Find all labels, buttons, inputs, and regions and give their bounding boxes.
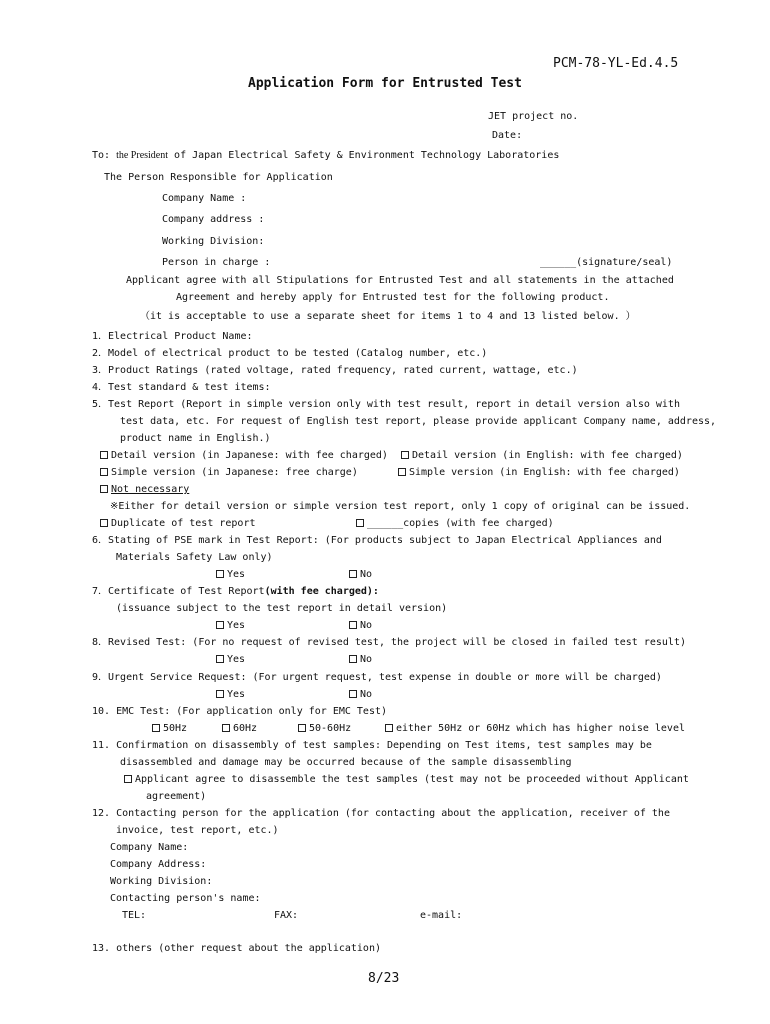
no-label: No <box>360 689 373 700</box>
item-12-line-2: invoice, test report, etc.) <box>116 825 279 836</box>
item-5-test-report: 5．Test Report (Report in simple version only with test result, report in detail version also with <box>92 399 680 410</box>
no-label: No <box>360 620 373 631</box>
item-8-no[interactable] <box>349 654 372 666</box>
agreement-line-2: Agreement and hereby apply for Entrusted test for the following product. <box>176 292 610 303</box>
date-label: Date: <box>492 130 523 141</box>
item-13-others: 13. others (other request about the application) <box>92 943 381 954</box>
contact-working-division: Working Division: <box>110 876 213 887</box>
contact-fax: FAX: <box>274 910 299 921</box>
option-label: Detail version (in Japanese: with fee charged) <box>111 450 388 461</box>
checkbox-icon[interactable] <box>100 451 108 459</box>
emc-either[interactable] <box>385 723 685 735</box>
checkbox-icon[interactable] <box>349 621 357 629</box>
page-title: Application Form for Entrusted Test <box>248 76 522 91</box>
yes-label: Yes <box>227 620 246 631</box>
contact-tel: TEL: <box>122 910 147 921</box>
checkbox-icon[interactable] <box>349 690 357 698</box>
page-number: 8/23 <box>368 971 400 986</box>
checkbox-icon[interactable] <box>100 485 108 493</box>
item-8-yes[interactable] <box>216 654 245 666</box>
agreement-line-1: Applicant agree with all Stipulations for Entrusted Test and all statements in the attached <box>126 275 674 286</box>
jet-project-label: JET project no. <box>488 111 579 122</box>
item-6-no[interactable] <box>349 569 372 581</box>
applicant-company-name: Company Name : <box>162 193 247 204</box>
item-8-revised-test: 8．Revised Test: (For no request of revised test, the project will be closed in failed test result) <box>92 637 686 648</box>
checkbox-icon[interactable] <box>349 655 357 663</box>
checkbox-icon[interactable] <box>100 468 108 476</box>
item-7-fee: (with fee charged): <box>264 586 379 597</box>
signature-field[interactable]: ______(signature/seal) <box>540 257 673 268</box>
checkbox-icon[interactable] <box>398 468 406 476</box>
item-1-product-name: 1．Electrical Product Name: <box>92 331 253 342</box>
option-label: 50Hz <box>163 723 188 734</box>
checkbox-icon[interactable] <box>152 724 160 732</box>
item-2-model: 2．Model of electrical product to be tested (Catalog number, etc.) <box>92 348 488 359</box>
checkbox-icon[interactable] <box>349 570 357 578</box>
item-7-line-2: (issuance subject to the test report in detail version) <box>116 603 448 614</box>
to-president: the President <box>116 150 169 161</box>
no-label: No <box>360 654 373 665</box>
emc-60hz[interactable] <box>222 723 257 735</box>
item-6-pse-mark: 6．Stating of PSE mark in Test Report: (For products subject to Japan Electrical Appliances and <box>92 535 662 546</box>
item-9-yes[interactable] <box>216 689 245 701</box>
option-label: 60Hz <box>233 723 258 734</box>
no-label: No <box>360 569 373 580</box>
applicant-company-address: Company address : <box>162 214 265 225</box>
option-label: Applicant agree to disassemble the test samples (test may not be proceeded without Applicant <box>135 774 689 785</box>
item-5-note: ※Either for detail version or simple version test report, only 1 copy of original can be issued. <box>110 501 691 512</box>
item-11-agree-line-2: agreement) <box>146 791 207 802</box>
item-3-ratings: 3．Product Ratings (rated voltage, rated frequency, rated current, wattage, etc.) <box>92 365 578 376</box>
item-10-emc-test: 10. EMC Test: (For application only for EMC Test) <box>92 706 388 717</box>
checkbox-icon[interactable] <box>216 621 224 629</box>
addressee-line <box>92 150 559 162</box>
emc-50hz[interactable] <box>152 723 187 735</box>
contact-email: e-mail: <box>420 910 463 921</box>
option-not-necessary[interactable] <box>100 484 189 496</box>
yes-label: Yes <box>227 689 246 700</box>
option-label: Not necessary <box>111 484 190 495</box>
checkbox-icon[interactable] <box>401 451 409 459</box>
option-detail-english[interactable] <box>401 450 683 462</box>
item-6-yes[interactable] <box>216 569 245 581</box>
responsible-person: The Person Responsible for Application <box>104 172 333 183</box>
checkbox-icon[interactable] <box>298 724 306 732</box>
option-simple-english[interactable] <box>398 467 680 479</box>
option-label: Detail version (in English: with fee charged) <box>412 450 683 461</box>
checkbox-icon[interactable] <box>124 775 132 783</box>
option-label: ______copies (with fee charged) <box>367 518 554 529</box>
yes-label: Yes <box>227 569 246 580</box>
item-5-line-3: product name in English.) <box>120 433 271 444</box>
item-11-agree-option[interactable] <box>124 774 689 786</box>
emc-50-60hz[interactable] <box>298 723 351 735</box>
option-copies[interactable] <box>356 518 554 530</box>
option-label: Simple version (in English: with fee charged) <box>409 467 680 478</box>
option-simple-japanese[interactable] <box>100 467 358 479</box>
item-12-contact: 12. Contacting person for the application (for contacting about the application, receiver of the <box>92 808 670 819</box>
item-11-line-2: disassembled and damage may be occurred because of the sample disassembling <box>120 757 572 768</box>
checkbox-icon[interactable] <box>216 570 224 578</box>
contact-person-name: Contacting person's name: <box>110 893 261 904</box>
checkbox-icon[interactable] <box>216 690 224 698</box>
form-code: PCM-78-YL-Ed.4.5 <box>553 56 679 71</box>
applicant-working-division: Working Division: <box>162 236 265 247</box>
item-7-yes[interactable] <box>216 620 245 632</box>
option-label: either 50Hz or 60Hz which has higher noise level <box>396 723 685 734</box>
contact-company-name: Company Name: <box>110 842 189 853</box>
to-prefix: To: <box>92 150 117 161</box>
item-4-test-standard: 4．Test standard & test items: <box>92 382 271 393</box>
option-detail-japanese[interactable] <box>100 450 388 462</box>
checkbox-icon[interactable] <box>222 724 230 732</box>
option-label: 50-60Hz <box>309 723 352 734</box>
item-9-no[interactable] <box>349 689 372 701</box>
checkbox-icon[interactable] <box>356 519 364 527</box>
item-5-line-2: test data, etc. For request of English test report, please provide applicant Company name, address, <box>120 416 717 427</box>
agreement-line-3: （it is acceptable to use a separate sheet for items 1 to 4 and 13 listed below. ） <box>140 311 636 322</box>
contact-company-address: Company Address: <box>110 859 207 870</box>
item-7-no[interactable] <box>349 620 372 632</box>
applicant-person-in-charge: Person in charge : <box>162 257 271 268</box>
item-9-urgent-service: 9．Urgent Service Request: (For urgent request, test expense in double or more will be charged) <box>92 672 662 683</box>
item-11-disassembly: 11. Confirmation on disassembly of test samples: Depending on Test items, test samples may be <box>92 740 652 751</box>
checkbox-icon[interactable] <box>100 519 108 527</box>
checkbox-icon[interactable] <box>385 724 393 732</box>
to-organization: of Japan Electrical Safety & Environment Technology Laboratories <box>168 150 560 161</box>
yes-label: Yes <box>227 654 246 665</box>
option-label: Duplicate of test report <box>111 518 256 529</box>
item-7-certificate <box>92 586 379 598</box>
item-6-line-2: Materials Safety Law only) <box>116 552 273 563</box>
option-duplicate-report[interactable] <box>100 518 256 530</box>
option-label: Simple version (in Japanese: free charge) <box>111 467 358 478</box>
checkbox-icon[interactable] <box>216 655 224 663</box>
item-7-prefix: 7．Certificate of Test Report <box>92 586 265 597</box>
